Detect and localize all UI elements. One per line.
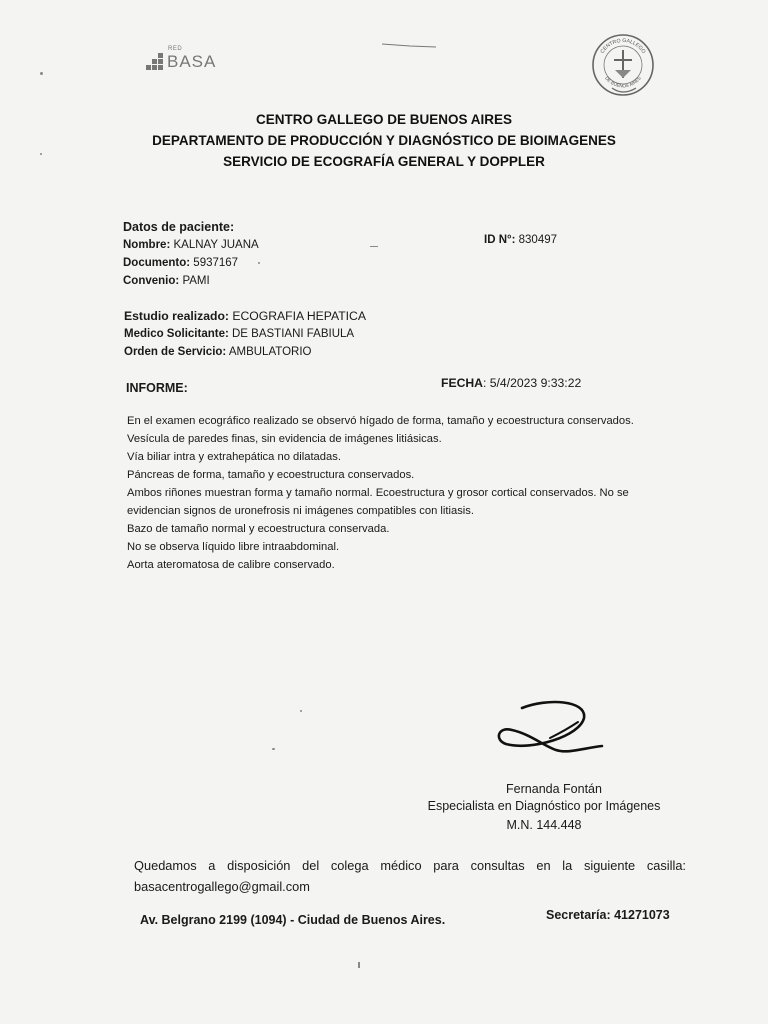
scan-speck (358, 962, 360, 968)
patient-name-value: KALNAY JUANA (173, 239, 259, 251)
svg-text:DE BUENOS AIRES: DE BUENOS AIRES (604, 75, 642, 89)
report-line-7: No se observa líquido libre intraabdominal. (127, 541, 340, 553)
footer-secretaria: Secretaría: 41271073 (546, 908, 670, 922)
scan-speck (272, 748, 275, 750)
informe-label: INFORME: (126, 381, 188, 395)
patient-convenio-value: PAMI (182, 275, 210, 287)
header-title-1: CENTRO GALLEGO DE BUENOS AIRES (255, 112, 513, 127)
fecha-label: FECHA (441, 376, 483, 390)
header-title-2: DEPARTAMENTO DE PRODUCCIÓN Y DIAGNÓSTICO DE BIOIMAGENES (152, 133, 616, 148)
centro-gallego-seal-icon (590, 32, 656, 98)
report-line-3: Vía biliar intra y extrahepática no dilatadas. (127, 451, 341, 463)
scan-speck (258, 262, 260, 264)
signer-title: Especialista en Diagnóstico por Imágenes (427, 799, 661, 813)
fecha-row (441, 376, 581, 390)
scan-speck (370, 246, 378, 247)
patient-name-label: Nombre: (123, 239, 171, 251)
report-line-8: Aorta ateromatosa de calibre conservado. (127, 559, 335, 571)
report-line-5: Ambos riñones muestran forma y tamaño normal. Ecoestructura y grosor cortical conservados. No se evidencian signos de uronefrosis ni imágenes compatibles con litiasis. (127, 487, 629, 517)
report-body (127, 412, 682, 574)
orden-label: Orden de Servicio: (124, 346, 227, 358)
svg-text:CENTRO GALLEGO: CENTRO GALLEGO (599, 37, 647, 55)
report-line-4: Páncreas de forma, tamaño y ecoestructura conservados. (127, 469, 415, 481)
contact-text: Quedamos a disposición del colega médico para consultas en la siguiente casilla: (134, 858, 686, 873)
basa-logo (146, 46, 217, 72)
medico-value: DE BASTIANI FABIULA (232, 328, 355, 340)
patient-convenio-row (123, 275, 210, 287)
report-line-6: Bazo de tamaño normal y ecoestructura conservada. (127, 523, 390, 535)
patient-convenio-label: Convenio: (123, 275, 180, 287)
contact-email[interactable]: basacentrogallego@gmail.com (134, 879, 310, 894)
fecha-value: : 5/4/2023 9:33:22 (482, 376, 582, 390)
study-value: ECOGRAFIA HEPATICA (232, 309, 366, 323)
scan-mark (380, 38, 440, 50)
medico-row (124, 328, 354, 340)
patient-doc-row (123, 257, 238, 269)
patient-id-label: ID N°: (484, 234, 516, 246)
header-title-3: SERVICIO DE ECOGRAFÍA GENERAL Y DOPPLER (223, 154, 545, 169)
scan-speck (300, 710, 302, 712)
footer-address: Av. Belgrano 2199 (1094) - Ciudad de Buenos Aires. (140, 913, 446, 927)
study-label: Estudio realizado: (124, 309, 229, 323)
basa-logo-mark-icon (146, 53, 163, 70)
scan-speck (40, 72, 43, 75)
patient-id-value: 830497 (518, 234, 558, 246)
patient-name-row (123, 239, 259, 251)
logo-red-label: RED (168, 46, 183, 52)
patient-doc-value: 5937167 (193, 257, 239, 269)
signer-license: M.N. 144.448 (506, 818, 582, 832)
scan-speck (40, 153, 42, 155)
report-line-1: En el examen ecográfico realizado se observó hígado de forma, tamaño y ecoestructura conservados. (127, 415, 634, 427)
study-row (124, 309, 366, 323)
handwritten-signature (492, 696, 612, 766)
orden-row (124, 346, 311, 358)
logo-basa-label: BASA (167, 52, 217, 71)
signer-name: Fernanda Fontán (506, 782, 602, 796)
patient-doc-label: Documento: (123, 257, 191, 269)
patient-section-label: Datos de paciente: (123, 220, 235, 234)
orden-value: AMBULATORIO (228, 346, 312, 358)
report-line-2: Vesícula de paredes finas, sin evidencia de imágenes litiásicas. (127, 433, 442, 445)
patient-id-row (484, 234, 557, 246)
medico-label: Medico Solicitante: (124, 328, 229, 340)
